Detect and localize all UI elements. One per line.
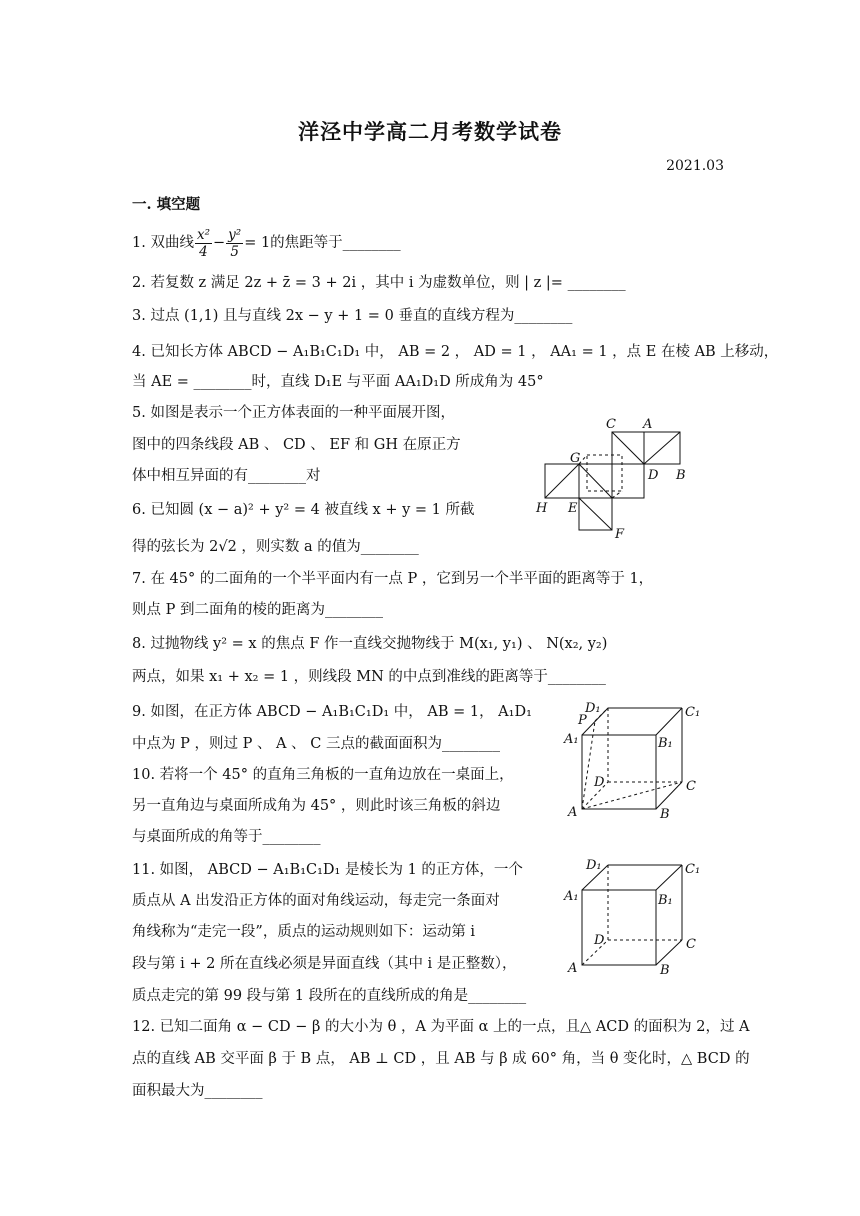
page-title: 洋泾中学高二月考数学试卷 bbox=[298, 119, 562, 144]
q1-minus: − bbox=[212, 235, 226, 251]
q1-suffix: = 1的焦距等于________ bbox=[244, 235, 401, 251]
question-11-line-2: 质点从 A 出发沿正方体的面对角线运动，每走完一条面对 bbox=[132, 893, 500, 909]
question-4-line-1: 4. 已知长方体 ABCD − A₁B₁C₁D₁ 中， AB = 2 ， AD = 1 ， AA₁ = 1 ，点 E 在棱 AB 上移动， bbox=[132, 344, 779, 360]
q1-frac1-num: x² bbox=[196, 226, 210, 243]
question-11-line-4: 段与第 i + 2 所在直线必须是异面直线（其中 i 是正整数）， bbox=[132, 956, 517, 972]
fig9-label-b: B bbox=[660, 807, 670, 822]
fig11-label-b: B bbox=[660, 963, 670, 978]
section-heading: 一. 填空题 bbox=[132, 196, 201, 213]
fig11-label-a: A bbox=[568, 961, 578, 976]
fig5-label-f: F bbox=[615, 527, 625, 542]
fig5-label-a: A bbox=[643, 417, 653, 432]
question-11-line-3: 角线称为“走完一段”，质点的运动规则如下：运动第 i bbox=[132, 924, 476, 940]
question-8-line-2: 两点，如果 x₁ + x₂ = 1 ，则线段 MN 的中点到准线的距离等于________ bbox=[132, 669, 606, 685]
cube-figure-q9 bbox=[560, 700, 710, 825]
question-9-line-1: 9. 如图，在正方体 ABCD − A₁B₁C₁D₁ 中， AB = 1， A₁D₁ bbox=[132, 704, 532, 720]
question-4-line-2: 当 AE = ________时，直线 D₁E 与平面 AA₁D₁D 所成角为 45° bbox=[132, 374, 544, 390]
q1-frac2-den: 5 bbox=[230, 243, 239, 260]
question-9-line-2: 中点为 P ，则过 P 、 A 、 C 三点的截面面积为________ bbox=[132, 736, 500, 752]
fig9-label-a1: A₁ bbox=[564, 732, 579, 747]
fig5-label-b: B bbox=[676, 468, 686, 483]
fig11-label-b1: B₁ bbox=[658, 893, 673, 908]
question-1 bbox=[132, 222, 401, 266]
fig9-label-a: A bbox=[568, 805, 578, 820]
q1-frac2-num: y² bbox=[228, 226, 242, 243]
fig9-label-p: P bbox=[578, 713, 587, 728]
question-8-line-1: 8. 过抛物线 y² = x 的焦点 F 作一直线交抛物线于 M(x₁, y₁) 、 N(x₂, y₂) bbox=[132, 636, 608, 652]
question-7-line-1: 7. 在 45° 的二面角的一个半平面内有一点 P ，它到另一个半平面的距离等于 1， bbox=[132, 571, 654, 587]
fig9-label-d1: D₁ bbox=[585, 701, 601, 716]
question-6-line-2: 得的弦长为 2√2 ，则实数 a 的值为________ bbox=[132, 539, 419, 555]
fig5-label-d: D bbox=[648, 468, 659, 483]
question-3: 3. 过点 (1,1) 且与直线 2x − y + 1 = 0 垂直的直线方程为________ bbox=[132, 308, 573, 324]
question-2: 2. 若复数 z 满足 2z + z̄ = 3 + 2i ，其中 i 为虚数单位，则 | z |= ________ bbox=[132, 275, 626, 291]
question-6-line-1: 6. 已知圆 (x − a)² + y² = 4 被直线 x + y = 1 所截 bbox=[132, 502, 475, 518]
question-10-line-1: 10. 若将一个 45° 的直角三角板的一直角边放在一桌面上， bbox=[132, 767, 514, 783]
fig11-label-d1: D₁ bbox=[586, 858, 602, 873]
question-11-line-1: 11. 如图， ABCD − A₁B₁C₁D₁ 是棱长为 1 的正方体，一个 bbox=[132, 862, 523, 878]
question-5-line-1: 5. 如图是表示一个正方体表面的一种平面展开图， bbox=[132, 405, 455, 421]
exam-date: 2021.03 bbox=[666, 158, 724, 174]
fig9-label-d: D bbox=[594, 775, 605, 790]
fig11-label-c1: C₁ bbox=[685, 862, 701, 877]
cube-figure-q11 bbox=[560, 855, 710, 980]
question-5-line-3: 体中相互异面的有________对 bbox=[132, 468, 321, 484]
question-10-line-3: 与桌面所成的角等于________ bbox=[132, 829, 321, 845]
fig11-label-d: D bbox=[594, 933, 605, 948]
question-7-line-2: 则点 P 到二面角的棱的距离为________ bbox=[132, 602, 383, 618]
cube-net-figure bbox=[530, 414, 710, 544]
fig11-label-c: C bbox=[686, 937, 696, 952]
question-12-line-2: 点的直线 AB 交平面 β 于 B 点， AB ⊥ CD ，且 AB 与 β 成 60° 角，当 θ 变化时，△ BCD 的 bbox=[132, 1051, 750, 1067]
fig5-label-g: G bbox=[570, 451, 581, 466]
q1-prefix: 1. 双曲线 bbox=[132, 235, 194, 251]
q1-fraction-y bbox=[226, 227, 243, 260]
fig9-label-c1: C₁ bbox=[685, 705, 701, 720]
fig5-label-h: H bbox=[536, 501, 548, 516]
fig5-label-e: E bbox=[568, 501, 578, 516]
question-12-line-3: 面积最大为________ bbox=[132, 1083, 263, 1099]
question-12-line-1: 12. 已知二面角 α − CD − β 的大小为 θ ，A 为平面 α 上的一点，且△ ACD 的面积为 2，过 A bbox=[132, 1019, 750, 1035]
q1-frac1-den: 4 bbox=[199, 243, 208, 260]
q1-fraction-x bbox=[195, 227, 212, 260]
fig11-label-a1: A₁ bbox=[564, 889, 579, 904]
question-5-line-2: 图中的四条线段 AB 、 CD 、 EF 和 GH 在原正方 bbox=[132, 437, 461, 453]
fig9-label-c: C bbox=[686, 779, 696, 794]
fig9-label-b1: B₁ bbox=[658, 736, 673, 751]
question-10-line-2: 另一直角边与桌面所成角为 45° ，则此时该三角板的斜边 bbox=[132, 798, 501, 814]
question-11-line-5: 质点走完的第 99 段与第 1 段所在的直线所成的角是________ bbox=[132, 988, 527, 1004]
fig5-label-c: C bbox=[606, 417, 616, 432]
